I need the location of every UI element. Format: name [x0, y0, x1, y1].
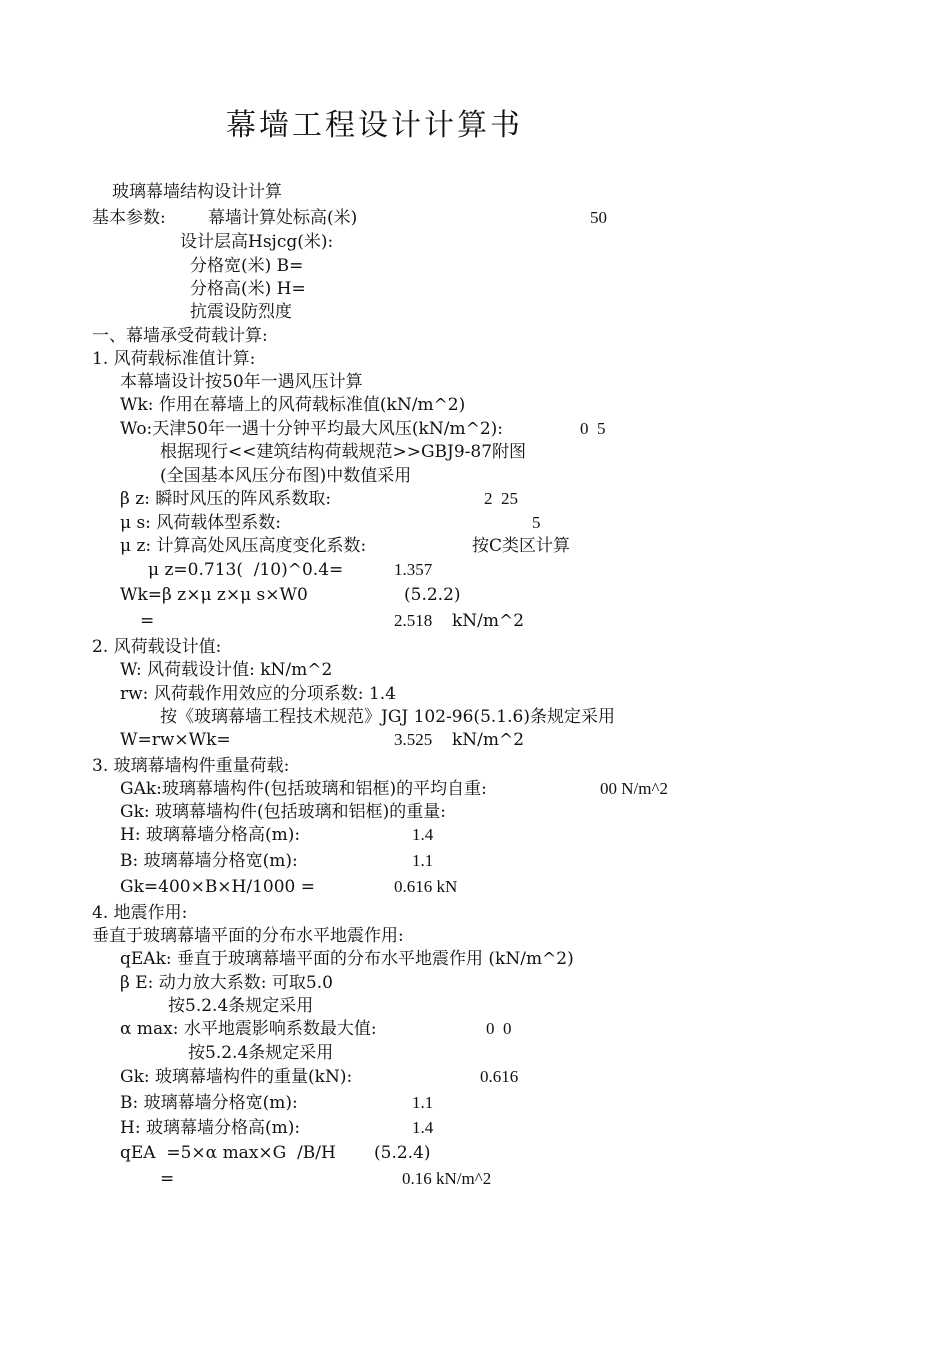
s1-line: 本幕墙设计按50年一遇风压计算: [120, 372, 363, 392]
s3-value: 1.4: [412, 825, 434, 844]
s1-value: 1.357: [394, 560, 433, 579]
grid-height-label: 分格高(米) H=: [190, 279, 306, 299]
s3-value: 1.1: [412, 851, 434, 870]
s1-line: Wo:天津50年一遇十分钟平均最大风压(kN/m^2):: [120, 419, 503, 439]
s1-note: 按C类区计算: [472, 536, 571, 556]
s1-ref: (5.2.2): [404, 585, 461, 605]
s4-line: β E: 动力放大系数: 可取5.0: [120, 973, 333, 993]
document-title: 幕墙工程设计计算书: [226, 108, 523, 143]
s2-line: W=rw×Wk=: [120, 730, 231, 750]
s3-line: GAk:玻璃幕墙构件(包括玻璃和铝框)的平均自重:: [120, 779, 487, 799]
height-label: 幕墙计算处标高(米): [208, 208, 358, 228]
s4-value: 0.616: [480, 1067, 519, 1086]
s3-line: H: 玻璃幕墙分格高(m):: [120, 825, 301, 845]
s4-line: B: 玻璃幕墙分格宽(m):: [120, 1093, 298, 1113]
s4-line: α max: 水平地震影响系数最大值:: [120, 1019, 377, 1039]
s1-line: μ z=0.713( /10)^0.4=: [148, 560, 344, 580]
s1-line: β z: 瞬时风压的阵风系数取:: [120, 489, 332, 509]
s2-line: rw: 风荷载作用效应的分项系数: 1.4: [120, 684, 396, 704]
s4-line: 垂直于玻璃幕墙平面的分布水平地震作用:: [92, 926, 404, 946]
basic-params-label: 基本参数:: [92, 208, 166, 228]
s4-ref: (5.2.4): [374, 1143, 431, 1163]
s3-line: Gk: 玻璃幕墙构件(包括玻璃和铝框)的重量:: [120, 802, 447, 822]
s1-line: Wk: 作用在幕墙上的风荷载标准值(kN/m^2): [120, 395, 466, 415]
s2-unit: kN/m^2: [452, 730, 525, 750]
s1-line: μ z: 计算高处风压高度变化系数:: [120, 536, 367, 556]
height-value: 50: [590, 208, 607, 227]
floor-height-label: 设计层高Hsjcg(米):: [180, 232, 334, 252]
s1-unit: kN/m^2: [452, 611, 525, 631]
s1-line: 根据现行<<建筑结构荷载规范>>GBJ9-87附图: [160, 442, 527, 462]
item-3-heading: 3. 玻璃幕墙构件重量荷载:: [92, 756, 290, 776]
s4-line: =: [160, 1169, 175, 1189]
s2-value: 3.525: [394, 730, 433, 749]
s4-line: 按5.2.4条规定采用: [168, 996, 314, 1016]
s1-value: 2 25: [484, 489, 518, 508]
s3-line: Gk=400×B×H/1000 =: [120, 877, 316, 897]
section-heading: 一、幕墙承受荷载计算:: [92, 326, 268, 346]
s4-value: 0.16 kN/m^2: [402, 1169, 492, 1188]
s1-line: =: [140, 611, 155, 631]
s1-value: 0 5: [580, 419, 606, 438]
s4-value: 1.4: [412, 1118, 434, 1137]
item-2-heading: 2. 风荷载设计值:: [92, 637, 222, 657]
s3-value: 0.616 kN: [394, 877, 458, 896]
seismic-label: 抗震设防烈度: [190, 302, 292, 322]
s4-line: qEA =5×α max×G /B/H: [120, 1143, 336, 1163]
s4-line: Gk: 玻璃幕墙构件的重量(kN):: [120, 1067, 353, 1087]
s4-line: 按5.2.4条规定采用: [188, 1043, 334, 1063]
grid-width-label: 分格宽(米) B=: [190, 256, 304, 276]
s4-value: 1.1: [412, 1093, 434, 1112]
s4-value: 0 0: [486, 1019, 512, 1038]
s1-value: 5: [532, 513, 541, 532]
s1-value: 2.518: [394, 611, 433, 630]
item-4-heading: 4. 地震作用:: [92, 903, 188, 923]
subtitle: 玻璃幕墙结构设计计算: [112, 182, 282, 202]
s3-line: B: 玻璃幕墙分格宽(m):: [120, 851, 298, 871]
s4-line: qEAk: 垂直于玻璃幕墙平面的分布水平地震作用 (kN/m^2): [120, 949, 574, 969]
s3-value: 00 N/m^2: [600, 779, 668, 798]
s2-line: 按《玻璃幕墙工程技术规范》JGJ 102-96(5.1.6)条规定采用: [160, 707, 615, 727]
s1-line: Wk=β z×μ z×μ s×W0: [120, 585, 308, 605]
item-1-heading: 1. 风荷载标准值计算:: [92, 349, 256, 369]
s4-line: H: 玻璃幕墙分格高(m):: [120, 1118, 301, 1138]
s1-line: μ s: 风荷载体型系数:: [120, 513, 282, 533]
s2-line: W: 风荷载设计值: kN/m^2: [120, 660, 333, 680]
s1-line: (全国基本风压分布图)中数值采用: [160, 466, 412, 486]
